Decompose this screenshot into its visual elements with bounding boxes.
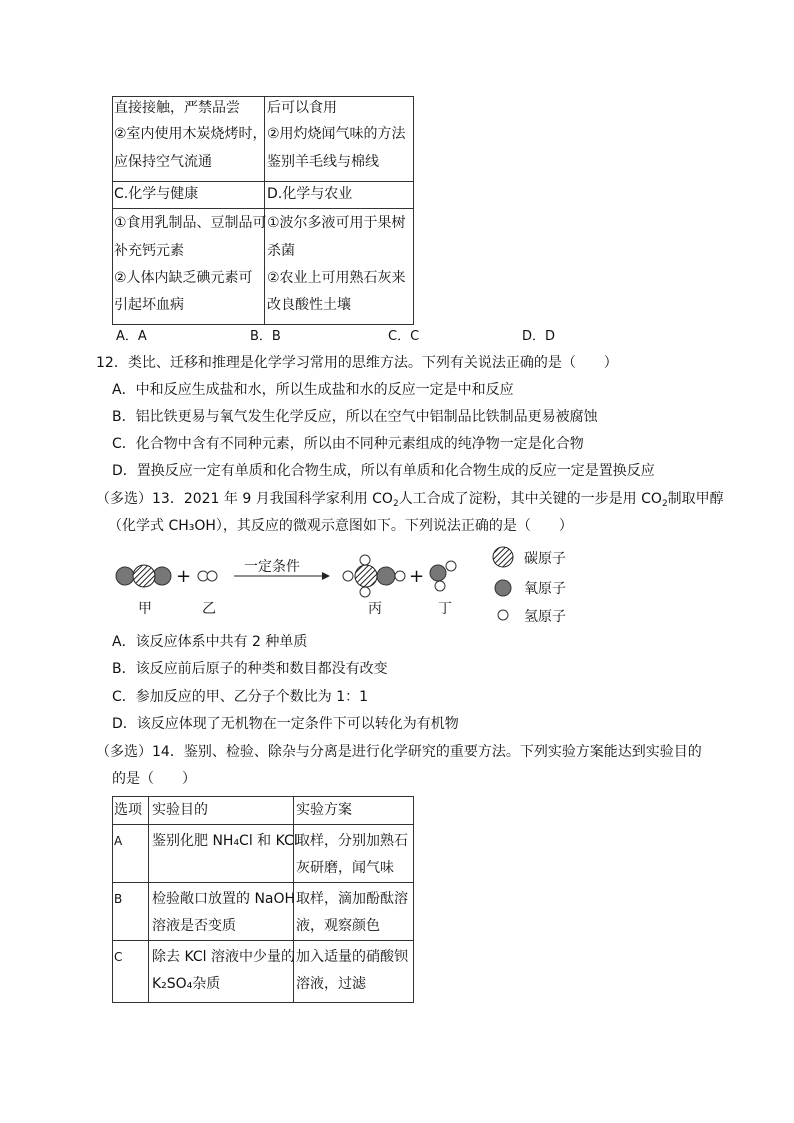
reaction-diagram-svg xyxy=(110,546,580,628)
legend-oxygen: 氧原子 xyxy=(524,581,566,597)
q14-stem-line2: 的是（ ） xyxy=(112,771,196,787)
q13-option-b[interactable]: B．该反应前后原子的种类和数目都没有改变 xyxy=(112,661,388,677)
table-cell: ②人体内缺乏碘元素可 xyxy=(114,270,253,286)
table-header: 实验方案 xyxy=(296,802,352,818)
q12-option-c[interactable]: C．化合物中含有不同种元素，所以由不同种元素组成的纯净物一定是化合物 xyxy=(112,436,584,452)
table-cell: 鉴别化肥 NH₄Cl 和 KCl xyxy=(152,833,298,849)
legend-carbon: 碳原子 xyxy=(524,551,566,567)
q13-option-a[interactable]: A．该反应体系中共有 2 种单质 xyxy=(112,634,308,650)
table-cell: 除去 KCl 溶液中少量的 xyxy=(152,949,295,965)
q13-stem-part: （多选）13．2021 年 9 月我国科学家利用 CO xyxy=(96,491,393,507)
q12-stem: 12．类比、迁移和推理是化学学习常用的思维方法。下列有关说法正确的是（ ） xyxy=(96,355,618,371)
table-cell: 改良酸性土壤 xyxy=(267,297,351,313)
subscript: 2 xyxy=(392,499,399,509)
table-cell: 液，观察颜色 xyxy=(296,918,380,934)
table-cell: 后可以食用 xyxy=(267,100,337,116)
table-cell: 灰研磨，闻气味 xyxy=(296,860,394,876)
table-cell: C xyxy=(114,950,123,964)
subscript: 2 xyxy=(661,499,668,509)
molecule-bing xyxy=(343,555,405,597)
table-cell: B xyxy=(114,892,123,906)
table-cell: ②室内使用木炭烧烤时， xyxy=(114,126,267,142)
molecule-yi xyxy=(198,571,217,581)
table-cell: 引起坏血病 xyxy=(114,297,184,313)
label-yi: 乙 xyxy=(202,601,216,617)
table-cell: ①食用乳制品、豆制品可 xyxy=(114,215,267,231)
table-cell: 加入适量的硝酸钡 xyxy=(296,949,408,965)
q14-stem-line1: （多选）14．鉴别、检验、除杂与分离是进行化学研究的重要方法。下列实验方案能达到实验目的 xyxy=(96,744,702,760)
table-cell: 应保持空气流通 xyxy=(114,154,212,170)
q13-stem-part: 制取甲醇 xyxy=(667,491,724,507)
table-cell: 溶液是否变质 xyxy=(152,918,236,934)
molecule-ding xyxy=(430,561,456,591)
table-cell: A xyxy=(114,834,123,848)
table-cell: 检验敞口放置的 NaOH xyxy=(152,891,296,907)
table-cell: C.化学与健康 xyxy=(114,186,199,202)
table-cell: 鉴别羊毛线与棉线 xyxy=(267,154,379,170)
table-cell: K₂SO₄杂质 xyxy=(152,976,221,992)
option-c[interactable]: C．C xyxy=(388,329,420,344)
table-cell: 直接接触，严禁品尝 xyxy=(114,100,240,116)
table-cell: 补充钙元素 xyxy=(114,243,184,259)
table-cell: 取样，滴加酚酞溶 xyxy=(296,891,408,907)
q14-table xyxy=(112,796,414,1003)
q12-option-a[interactable]: A．中和反应生成盐和水，所以生成盐和水的反应一定是中和反应 xyxy=(112,382,514,398)
table-cell: D.化学与农业 xyxy=(267,186,353,202)
plus-sign: + xyxy=(409,566,425,587)
label-bing: 丙 xyxy=(368,601,382,617)
arrow-head xyxy=(322,572,330,580)
label-jia: 甲 xyxy=(138,601,152,617)
plus-sign: + xyxy=(176,566,192,587)
q13-stem-line1 xyxy=(96,489,724,514)
q13-option-d[interactable]: D．该反应体现了无机物在一定条件下可以转化为有机物 xyxy=(112,716,459,732)
option-b[interactable]: B．B xyxy=(250,329,281,344)
q13-stem-line2: （化学式 CH₃OH），其反应的微观示意图如下。下列说法正确的是（ ） xyxy=(108,518,573,534)
reaction-condition: 一定条件 xyxy=(244,559,300,575)
table-cell: ①波尔多液可用于果树 xyxy=(267,215,406,231)
q13-stem-part: 人工合成了淀粉，其中关键的一步是用 CO xyxy=(398,491,662,507)
molecule-jia xyxy=(116,565,171,587)
q12-option-b[interactable]: B．铝比铁更易与氧气发生化学反应，所以在空气中铝制品比铁制品更易被腐蚀 xyxy=(112,409,598,425)
table-cell: ②用灼烧闻气味的方法 xyxy=(267,126,406,142)
q12-option-d[interactable]: D．置换反应一定有单质和化合物生成，所以有单质和化合物生成的反应一定是置换反应 xyxy=(112,463,655,479)
option-d[interactable]: D．D xyxy=(522,329,556,344)
label-ding: 丁 xyxy=(438,601,452,617)
legend-hydrogen: 氢原子 xyxy=(524,609,566,625)
reaction-diagram xyxy=(110,546,580,628)
table-header: 选项 xyxy=(114,802,142,818)
q13-option-c[interactable]: C．参加反应的甲、乙分子个数比为 1：1 xyxy=(112,689,369,705)
q11-table xyxy=(112,96,414,325)
table-cell: 溶液，过滤 xyxy=(296,976,366,992)
table-cell: 取样，分别加熟石 xyxy=(296,833,408,849)
table-cell: 杀菌 xyxy=(267,243,295,259)
table-header: 实验目的 xyxy=(152,802,208,818)
legend-symbols xyxy=(493,547,513,620)
option-a[interactable]: A．A xyxy=(116,329,147,344)
table-cell: ②农业上可用熟石灰来 xyxy=(267,270,406,286)
